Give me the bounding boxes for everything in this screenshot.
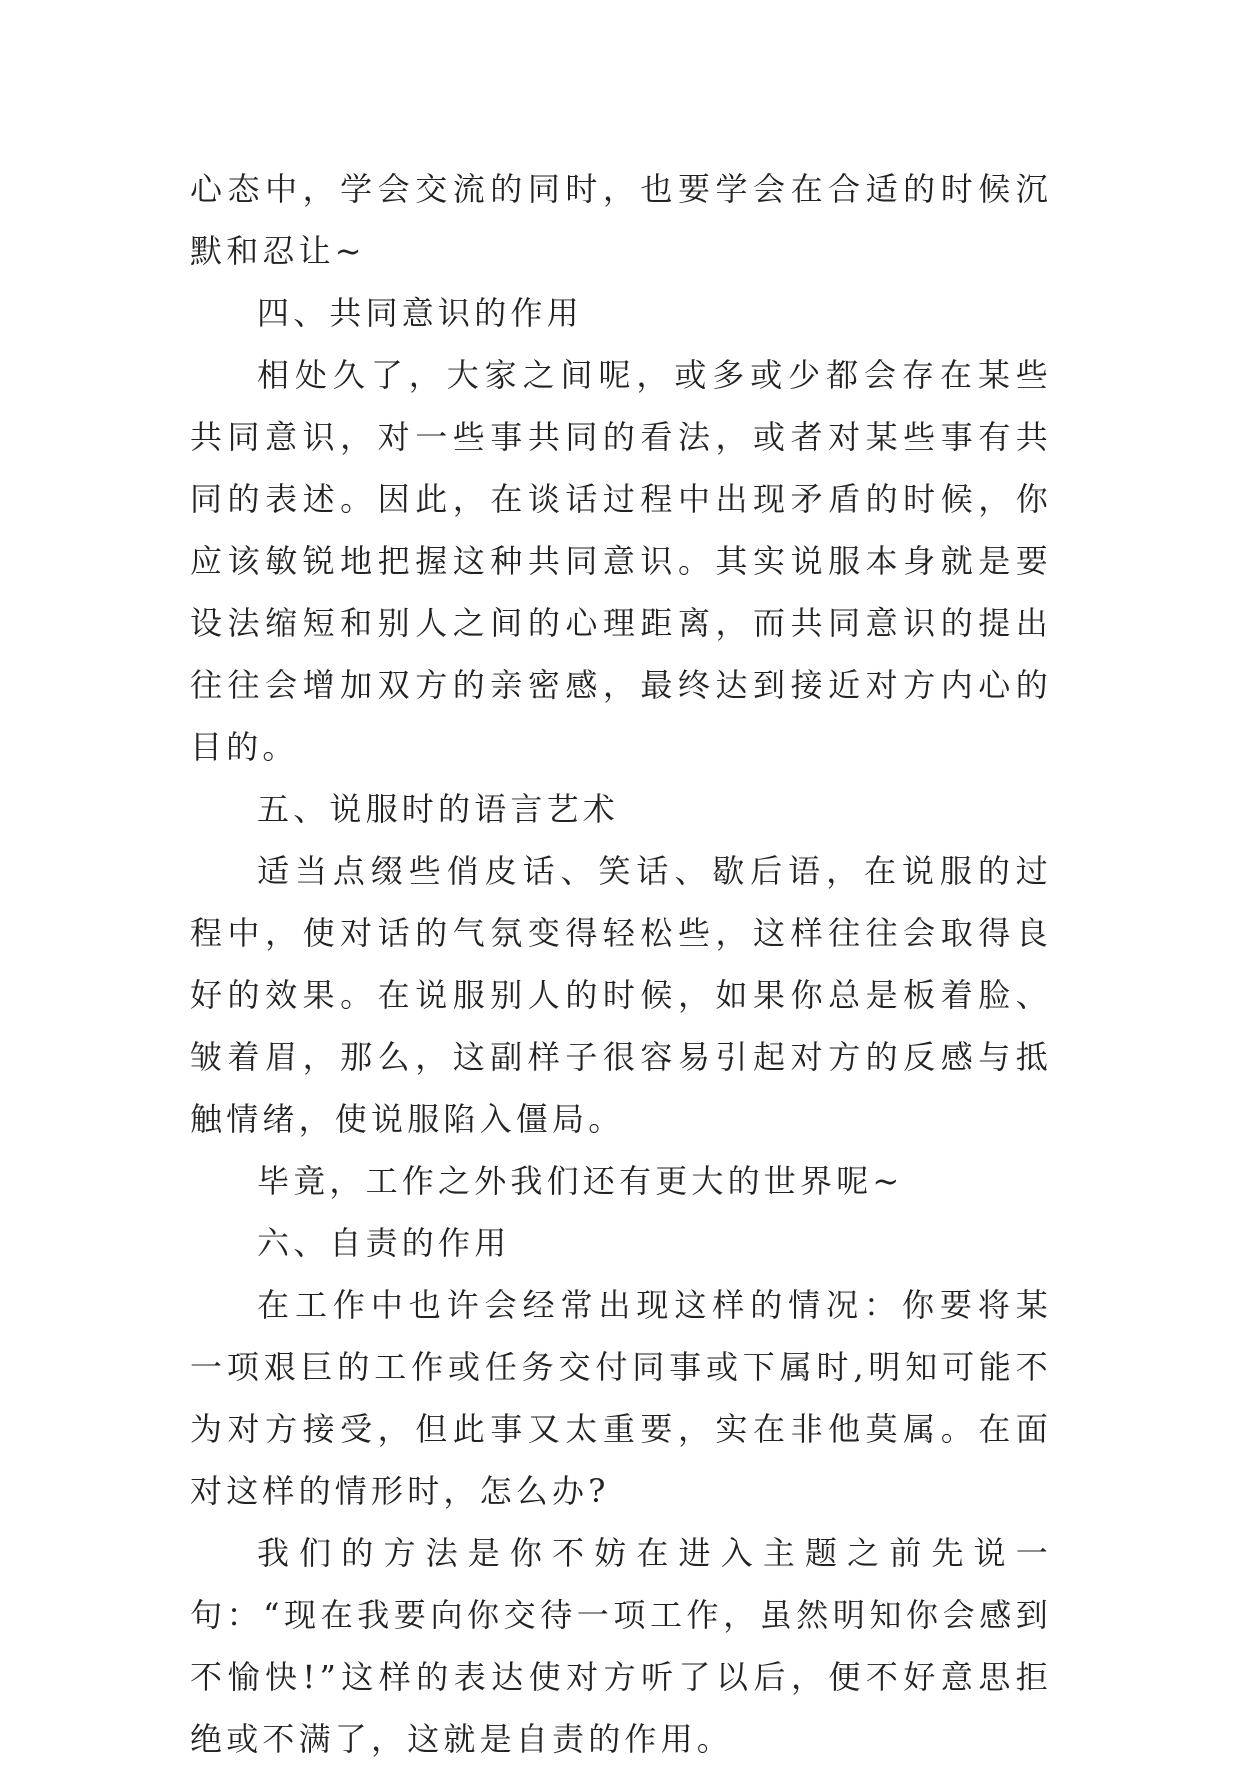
- paragraph: 我们的方法是你不妨在进入主题之前先说一句：“现在我要向你交待一项工作，虽然明知你会感到不愉快!”这样的表达使对方听了以后，便不好意思拒绝或不满了，这就是自责的作用。: [190, 1534, 1052, 1758]
- paragraph-continuation: 心态中，学会交流的同时，也要学会在合适的时候沉默和忍让~: [190, 170, 1052, 270]
- paragraph: 适当点缀些俏皮话、笑话、歇后语，在说服的过程中，使对话的气氛变得轻松些，这样往往会取得良好的效果。在说服别人的时候，如果你总是板着脸、皱着眉，那么，这副样子很容易引起对方的反感与抵触情绪，使说服陷入僵局。: [190, 852, 1052, 1138]
- paragraph: 毕竟，工作之外我们还有更大的世界呢~: [257, 1162, 904, 1200]
- document-body: [190, 158, 1052, 1770]
- paragraph: 在工作中也许会经常出现这样的情况：你要将某一项艰巨的工作或任务交付同事或下属时,明知可能不为对方接受，但此事又太重要，实在非他莫属。在面对这样的情形时，怎么办?: [190, 1286, 1052, 1510]
- section-heading-6: 六、自责的作用: [257, 1224, 511, 1262]
- paragraph: 相处久了，大家之间呢，或多或少都会存在某些共同意识，对一些事共同的看法，或者对某些事有共同的表述。因此，在谈话过程中出现矛盾的时候，你应该敏锐地把握这种共同意识。其实说服本身就是要设法缩短和别人之间的心理距离，而共同意识的提出往往会增加双方的亲密感，最终达到接近对方内心的目的。: [190, 356, 1052, 766]
- section-heading-4: 四、共同意识的作用: [257, 294, 583, 332]
- section-heading-5: 五、说服时的语言艺术: [257, 790, 620, 828]
